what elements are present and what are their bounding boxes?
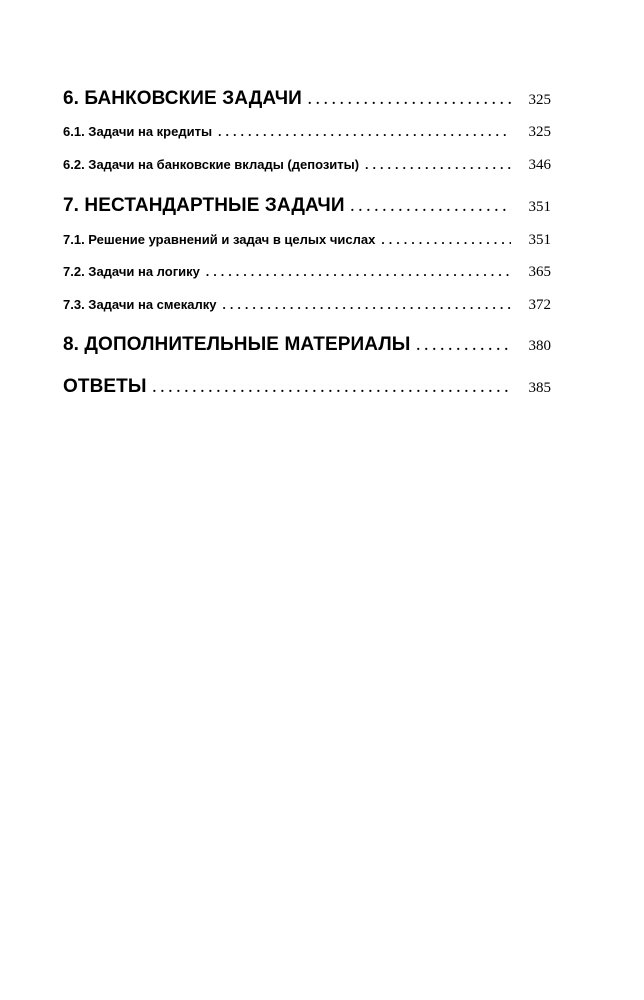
toc-entry-page-number: 365 [528,264,551,280]
toc-entry-section-7-2[interactable] [63,264,551,281]
toc-entry-title: 6.1. Задачи на кредиты [63,124,213,139]
toc-entry-section-7-1[interactable] [63,232,551,249]
dot-leader [308,94,511,108]
toc-entry-page-number: 351 [528,199,551,215]
toc-entry-title: 7.1. Решение уравнений и задач в целых числах [63,232,376,247]
toc-entry-section-7-3[interactable] [63,297,551,314]
toc-entry-title: 7.3. Задачи на смекалку [63,297,217,312]
toc-entry-page-number: 325 [528,124,551,140]
toc-entry-title: 7.2. Задачи на логику [63,264,200,279]
toc-entry-page-number: 385 [528,380,551,396]
dot-leader [153,382,511,396]
dot-leader [222,298,511,311]
toc-entry-page-number: 325 [528,92,551,108]
toc-entry-section-6-2[interactable] [63,157,551,174]
toc-entry-chapter-6[interactable] [63,88,551,110]
dot-leader [381,233,511,246]
toc-entry-title: 6. БАНКОВСКИЕ ЗАДАЧИ [63,88,302,109]
toc-entry-page-number: 346 [528,157,551,173]
dot-leader [206,265,511,278]
toc-entry-title: 8. ДОПОЛНИТЕЛЬНЫЕ МАТЕРИАЛЫ [63,334,411,355]
toc-entry-chapter-8[interactable] [63,334,551,356]
toc-entry-title: ОТВЕТЫ [63,376,147,397]
toc-entry-section-6-1[interactable] [63,124,551,141]
dot-leader [351,201,511,215]
dot-leader [365,158,511,171]
toc-entry-answers[interactable] [63,376,551,398]
dot-leader [416,340,511,354]
dot-leader [218,125,511,138]
toc-entry-page-number: 372 [528,297,551,313]
toc-entry-page-number: 380 [528,338,551,354]
toc-entry-page-number: 351 [528,232,551,248]
toc-entry-title: 7. НЕСТАНДАРТНЫЕ ЗАДАЧИ [63,195,345,216]
toc-entry-title: 6.2. Задачи на банковские вклады (депозиты) [63,157,360,172]
toc-entry-chapter-7[interactable] [63,195,551,217]
